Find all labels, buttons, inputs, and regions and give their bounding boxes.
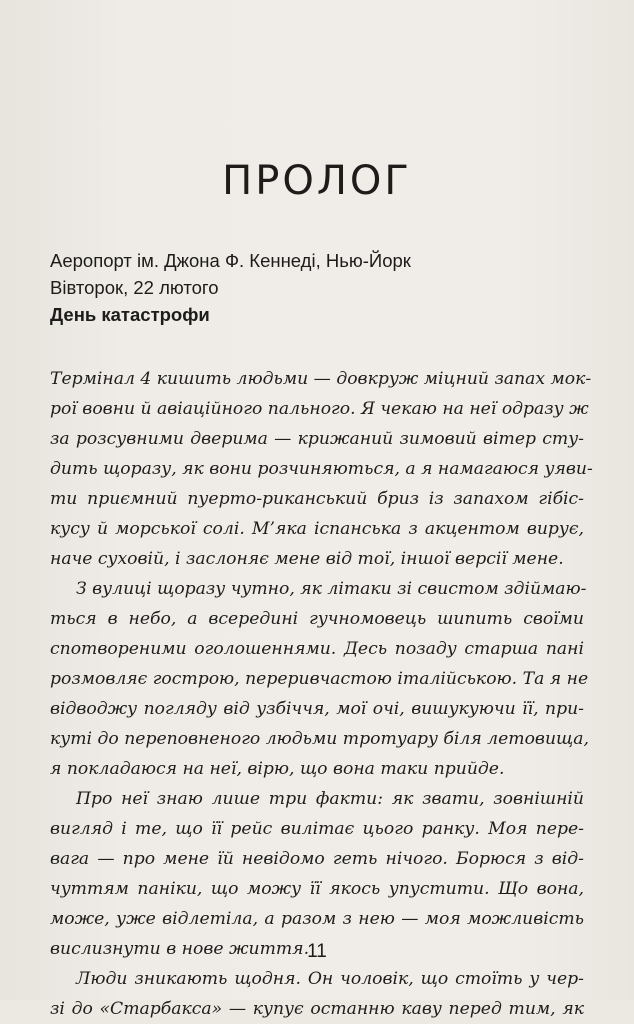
text-line: може, уже відлетіла, а разом з нею — моя можливість xyxy=(50,909,584,929)
text-line: Про неї знаю лише три факти: як звати, зовнішній xyxy=(76,789,584,809)
text-line: вислизнути в нове життя. xyxy=(50,939,310,959)
chapter-title: ПРОЛОГ xyxy=(222,158,412,204)
text-line: відводжу погляду від узбіччя, мої очі, вишукуючи її, при- xyxy=(50,699,584,719)
text-line: ться в небо, а всередині гучномовець шипить своїми xyxy=(50,609,584,629)
day-heading: День катастрофи xyxy=(50,304,210,325)
text-line: Люди зникають щодня. Он чоловік, що стоїть у чер- xyxy=(76,969,584,989)
text-line: наче суховій, і заслоняє мене від тої, іншої версії мене. xyxy=(50,549,564,569)
text-line: рої вовни й авіаційного пального. Я чекаю на неї одразу ж xyxy=(50,399,589,419)
text-line: кусу й морської солі. М’яка іспанська з акцентом вирує, xyxy=(50,519,584,539)
text-line: вигляд і те, що її рейс вилітає цього ранку. Моя пере- xyxy=(50,819,584,839)
text-line: ти приємний пуерто-риканський бриз із запахом гібіс- xyxy=(50,489,584,509)
chapter-meta xyxy=(50,247,411,328)
location-line: Аеропорт ім. Джона Ф. Кеннеді, Нью-Йорк xyxy=(50,250,411,271)
text-line: зі до «Старбакса» — купує останню каву перед тим, як xyxy=(50,999,584,1019)
text-line: за розсувними дверима — крижаний зимовий вітер сту- xyxy=(50,429,584,449)
text-line: чуттям паніки, що можу її якось упустити. Що вона, xyxy=(50,879,584,899)
text-line: я покладаюся на неї, вірю, що вона таки прийде. xyxy=(50,759,505,779)
text-line: вага — про мене їй невідомо геть нічого. Борюся з від- xyxy=(50,849,584,869)
text-line: куті до переповненого людьми тротуару біля летовища, xyxy=(50,729,589,749)
text-line: дить щоразу, як вони розчиняються, а я намагаюся уяви- xyxy=(50,459,593,479)
date-line: Вівторок, 22 лютого xyxy=(50,277,219,298)
page-number: 11 xyxy=(307,941,327,962)
body-text xyxy=(50,364,593,1024)
text-line: З вулиці щоразу чутно, як літаки зі свистом здіймаю- xyxy=(76,579,587,599)
text-line: спотвореними оголошеннями. Десь позаду старша пані xyxy=(50,639,584,659)
text-line: розмовляє гострою, переривчастою італійською. Та я не xyxy=(50,669,589,689)
text-line: Термінал 4 кишить людьми — довкруж міцний запах мок- xyxy=(50,369,592,389)
